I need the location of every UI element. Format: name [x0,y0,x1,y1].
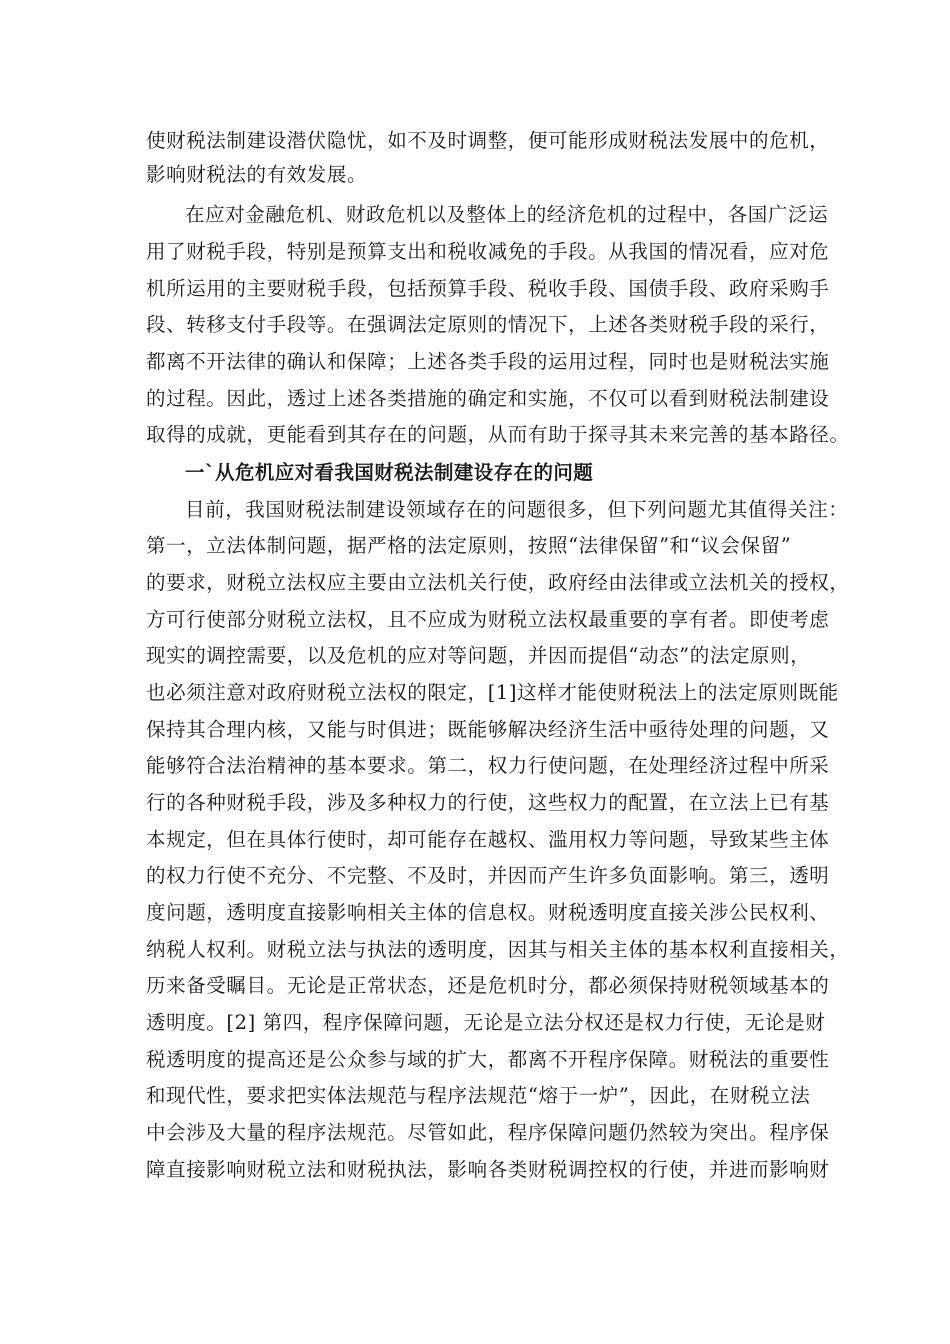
paragraph-start-line: 目前，我国财税法制建设领域存在的问题很多，但下列问题尤其值得关注： [185,498,849,521]
body-text-line: 中会涉及大量的程序法规范。尽管如此，程序保障问题仍然较为突出。程序保 [146,1121,830,1144]
body-text-line: 使财税法制建设潜伏隐忧，如不及时调整，便可能形成财税法发展中的危机， [146,129,830,152]
body-text-line: 方可行使部分财税立法权，且不应成为财税立法权最重要的享有者。即使考虑 [146,608,830,631]
body-text-line: 影响财税法的有效发展。 [146,163,368,186]
section-heading: 一`从危机应对看我国财税法制建设存在的问题 [185,461,594,484]
body-text-line: 纳税人权利。财税立法与执法的透明度，因其与相关主体的基本权利直接相关， [146,938,850,961]
body-text-line: 的权力行使不充分、不完整、不及时，并因而产生许多负面影响。第三，透明 [146,864,830,887]
body-text-line: 透明度。[2] 第四，程序保障问题，无论是立法分权还是权力行使，无论是财 [146,1011,826,1034]
body-text-line: 的过程。因此，透过上述各类措施的确定和实施，不仅可以看到财税法制建设 [146,387,830,410]
body-text-line: 都离不开法律的确认和保障；上述各类手段的运用过程，同时也是财税法实施 [146,350,830,373]
body-text-line: 也必须注意对政府财税立法权的限定，[1]这样才能使财税法上的法定原则既能 [146,681,839,704]
body-text-line: 用了财税手段，特别是预算支出和税收减免的手段。从我国的情况看，应对危 [146,240,830,263]
body-text-line: 度问题，透明度直接影响相关主体的信息权。财税透明度直接关涉公民权利、 [146,901,830,924]
body-text-line: 和现代性，要求把实体法规范与程序法规范“熔于一炉”，因此，在财税立法 [146,1084,811,1107]
body-text-line: 历来备受瞩目。无论是正常状态，还是危机时分，都必须保持财税领域基本的 [146,974,830,997]
paragraph-start-line: 在应对金融危机、财政危机以及整体上的经济危机的过程中，各国广泛运 [185,203,829,226]
body-text-line: 保持其合理内核，又能与时俱进；既能够解决经济生活中亟待处理的问题，又 [146,718,830,741]
body-text-line: 税透明度的提高还是公众参与域的扩大，都离不开程序保障。财税法的重要性 [146,1048,830,1071]
body-text-line: 取得的成就，更能看到其存在的问题，从而有助于探寻其未来完善的基本路径。 [146,423,850,446]
body-text-line: 的要求，财税立法权应主要由立法机关行使，政府经由法律或立法机关的授权， [146,571,850,594]
body-text-line: 机所运用的主要财税手段，包括预算手段、税收手段、国债手段、政府采购手 [146,277,830,300]
body-text-line: 现实的调控需要，以及危机的应对等问题，并因而提倡“动态”的法定原则， [146,644,811,667]
body-text-line: 段、转移支付手段等。在强调法定原则的情况下，上述各类财税手段的采行， [146,313,830,336]
body-text-line: 第一，立法体制问题，据严格的法定原则，按照“法律保留”和“议会保留” [146,534,792,557]
body-text-line: 能够符合法治精神的基本要求。第二，权力行使问题，在处理经济过程中所采 [146,754,830,777]
body-text-line: 本规定，但在具体行使时，却可能存在越权、滥用权力等问题，导致某些主体 [146,828,830,851]
body-text-line: 行的各种财税手段，涉及多种权力的行使，这些权力的配置，在立法上已有基 [146,791,830,814]
body-text-line: 障直接影响财税立法和财税执法，影响各类财税调控权的行使，并进而影响财 [146,1158,830,1181]
